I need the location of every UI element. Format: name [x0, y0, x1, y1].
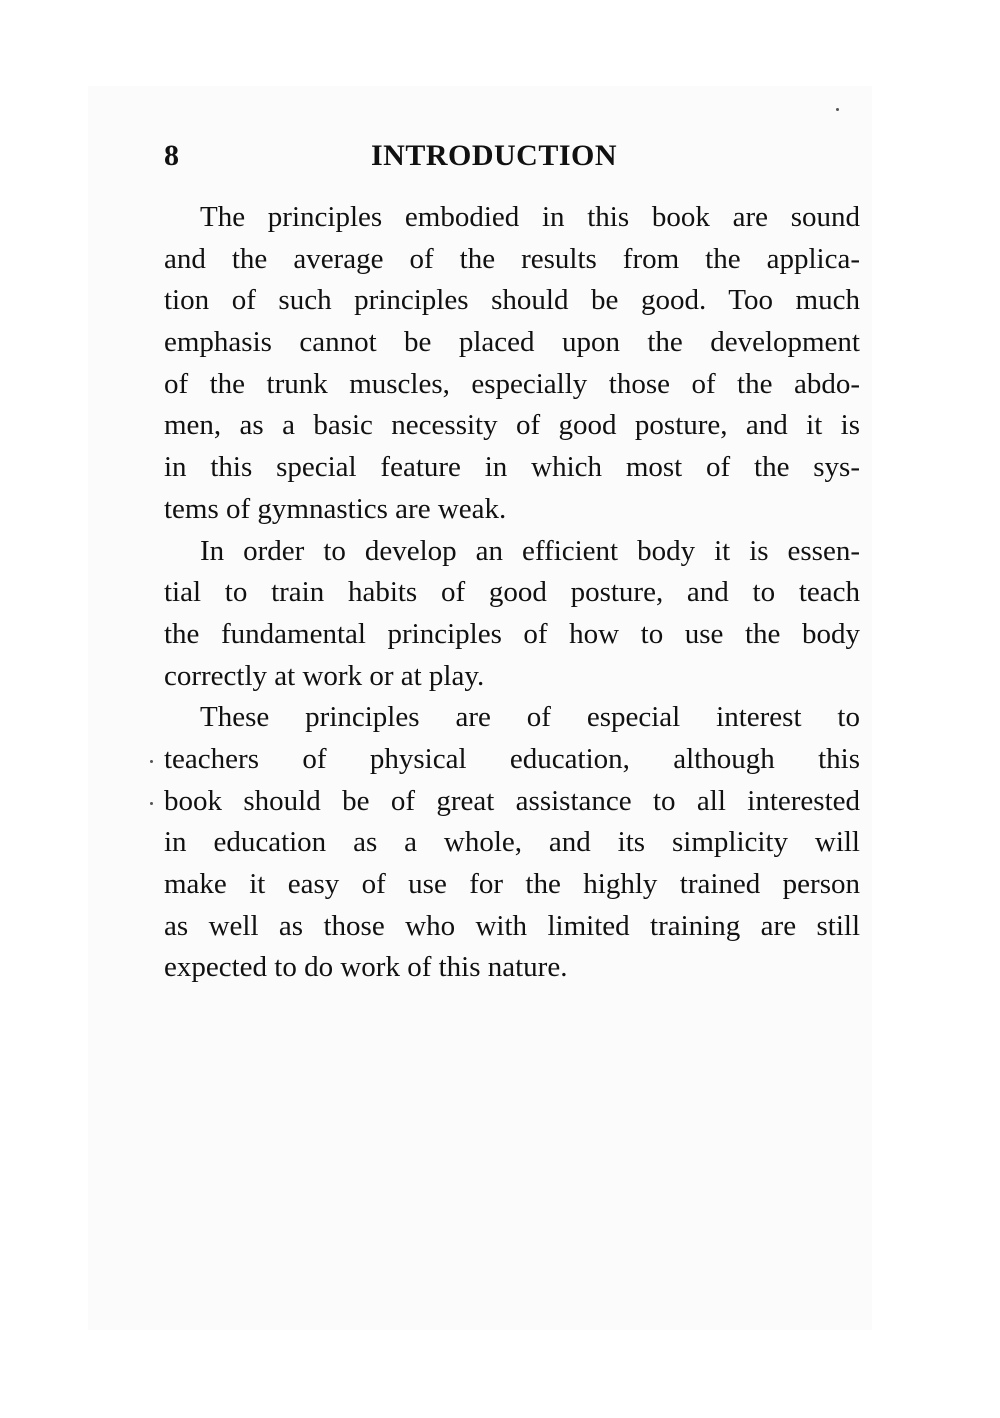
text-line: tion of such principles should be good. Too much	[164, 284, 860, 317]
paragraph	[164, 531, 860, 698]
ink-speck	[836, 108, 839, 111]
text-line: The principles embodied in this book are sound	[200, 201, 860, 233]
text-line: and the average of the results from the applica-	[164, 242, 860, 275]
ink-speck	[150, 760, 153, 763]
text-line: men, as a basic necessity of good posture, and it is	[164, 409, 860, 442]
paragraph	[164, 697, 860, 989]
paragraph	[164, 197, 860, 531]
text-line: teachers of physical education, although this	[164, 742, 860, 775]
text-line: as well as those who with limited training are still	[164, 909, 860, 942]
text-line: in this special feature in which most of the sys-	[164, 451, 860, 484]
ink-speck	[150, 802, 153, 805]
text-line: tems of gymnastics are weak.	[164, 492, 507, 525]
body-text	[164, 197, 860, 989]
text-line: emphasis cannot be placed upon the development	[164, 326, 860, 359]
text-line: These principles are of especial interest to	[200, 701, 860, 734]
text-line: expected to do work of this nature.	[164, 951, 568, 984]
text-line: book should be of great assistance to all interested	[164, 784, 860, 817]
page-header	[164, 134, 860, 178]
text-line: the fundamental principles of how to use the body	[164, 617, 860, 650]
text-line: of the trunk muscles, especially those of the abdo-	[164, 367, 860, 400]
text-line: make it easy of use for the highly trained person	[164, 868, 860, 900]
text-line: In order to develop an efficient body it is essen-	[200, 534, 860, 567]
text-line: in education as a whole, and its simplicity will	[164, 826, 860, 859]
text-line: tial to train habits of good posture, and to teach	[164, 576, 860, 609]
page-number: 8	[164, 139, 179, 172]
text-line: correctly at work or at play.	[164, 659, 485, 692]
running-title: INTRODUCTION	[371, 139, 618, 172]
